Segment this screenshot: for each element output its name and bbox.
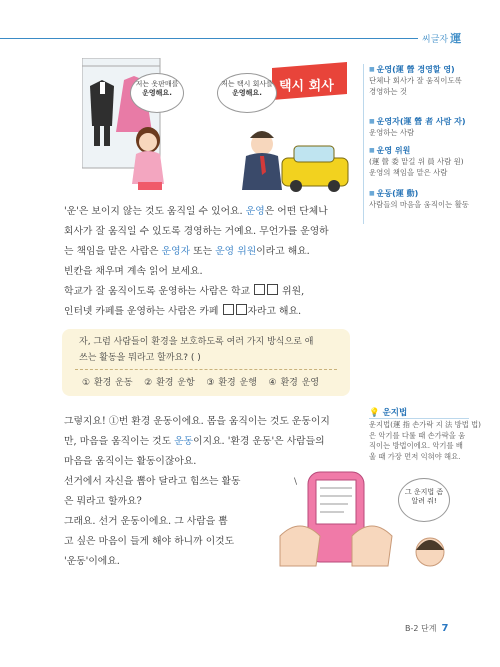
- quiz-question-line: 쓰는 활동을 뭐라고 할까요? ( ): [79, 353, 201, 363]
- glossary-line: 경영하는 것: [369, 87, 408, 96]
- highlight-term: 운동: [174, 436, 194, 447]
- glossary-head: ■ 운영 위원: [369, 145, 464, 156]
- text-line: 고 싶은 마음이 들게 해야 하니까 이것도: [64, 536, 235, 547]
- unit-label: B-2 단계: [405, 624, 437, 633]
- tip-rule: [369, 418, 469, 419]
- highlight-term: 운영 위원: [215, 246, 257, 257]
- header-rule: [0, 38, 418, 39]
- sign-text: 택시 회사: [279, 79, 334, 94]
- text-line: 빈칸을 채우며 계속 읽어 보세요.: [64, 266, 203, 277]
- quiz-options: [82, 375, 319, 388]
- text-line: [64, 282, 329, 302]
- text-run: 또는: [190, 246, 216, 257]
- quiz-option-4[interactable]: ④ 환경 운영: [268, 378, 320, 388]
- bubble-kid-line2: 알려 줘!: [411, 497, 437, 505]
- text-line: 선거에서 자신을 뽑아 달라고 힘쓰는 활동: [64, 476, 241, 487]
- text-line: 회사가 잘 움직일 수 있도록 경영하는 거예요. 무언가를 운영하: [64, 226, 329, 237]
- blank-box[interactable]: [236, 304, 247, 315]
- text-line: [64, 242, 329, 262]
- glossary-line: 단체나 회사가 잘 움직이도록: [369, 76, 462, 85]
- text-line: [64, 432, 330, 452]
- text-run: 학교가 잘 움직이도록 운영하는 사람은 학교: [64, 286, 254, 297]
- svg-text:\: \: [294, 477, 298, 487]
- page-footer: [405, 623, 448, 634]
- highlight-term: 운영자: [161, 246, 191, 257]
- bubble-shop-line1: 저는 옷판매를: [135, 80, 179, 88]
- quiz-divider: [75, 369, 337, 370]
- text-run: 위원,: [279, 286, 305, 297]
- glossary-entry-unyeong: [369, 64, 462, 97]
- text-line: '운동'이에요.: [64, 556, 120, 567]
- text-line: [64, 202, 329, 222]
- sidebar-rule: [363, 64, 364, 224]
- blank-box[interactable]: [223, 304, 234, 315]
- text-run: 이라고 해요.: [256, 246, 310, 257]
- text-run: '운'은 보이지 않는 것도 움직일 수 있어요.: [64, 206, 246, 217]
- quiz-question-line: 자, 그럼 사람들이 환경을 보호하도록 여러 가지 방식으로 애: [79, 337, 314, 347]
- bubble-taxi-line1: 저는 택시 회사를: [221, 80, 273, 88]
- text-run: 인터넷 카페를 운영하는 사람은 카페: [64, 306, 222, 317]
- highlight-term: 운영: [245, 206, 265, 217]
- bubble-shop-line2: 운영해요.: [142, 89, 172, 97]
- tip-line: 은 악기를 다룰 때 손가락을 움: [369, 430, 466, 440]
- glossary-head: ■ 운영자(運 營 者 사람 자): [369, 116, 466, 127]
- text-run: 는 책임을 맡은 사람은: [64, 246, 162, 257]
- page-number: 7: [441, 623, 449, 634]
- speech-bubble-kid: [398, 478, 450, 522]
- lightbulb-icon: 💡: [369, 408, 380, 418]
- shop-and-taxi-illustration: [82, 58, 352, 198]
- text-line: 마음을 움직이는 활동이잖아요.: [64, 456, 197, 467]
- blank-box[interactable]: [254, 284, 265, 295]
- tip-line: 직이는 방법이에요. 악기를 배: [369, 441, 463, 450]
- glossary-line: 운영의 책임을 맡은 사람: [369, 168, 448, 177]
- glossary-entry-unyeongja: [369, 116, 466, 138]
- tip-title: [369, 406, 407, 418]
- glossary-head: ■ 운영(運 營 경영할 영): [369, 64, 462, 75]
- tip-line: 운지법(運 指 손가락 지 法 방법 법): [369, 420, 481, 429]
- tip-line: 울 때 가장 먼저 익혀야 해요.: [369, 451, 461, 461]
- speech-bubble-shop: [130, 73, 184, 113]
- text-line: 그래요. 선거 운동이에요. 그 사람을 뽑: [64, 516, 228, 527]
- text-line: 그렇지요! ①번 환경 운동이에요. 몸을 움직이는 것도 운동이지: [64, 416, 330, 427]
- blank-box[interactable]: [267, 284, 278, 295]
- quiz-option-2[interactable]: ② 환경 운항: [144, 378, 195, 388]
- text-run: 만, 마음을 움직이는 것도: [64, 436, 175, 447]
- glossary-line: 운영하는 사람: [369, 128, 415, 137]
- section-char: 運: [450, 32, 462, 45]
- bubble-taxi-line2: 운영해요.: [232, 89, 262, 97]
- glossary-entry-unyeong-wiwon: [369, 145, 464, 178]
- section-tag: [422, 30, 461, 46]
- glossary-entry-undong: [369, 188, 469, 210]
- glossary-line: 사람들의 마음을 움직이는 활동: [369, 200, 469, 209]
- bubble-kid-line1: 그 운지법 좀: [404, 488, 444, 496]
- text-run: 은 어떤 단체나: [264, 206, 328, 217]
- speech-bubble-taxi: [217, 73, 277, 113]
- quiz-option-1[interactable]: ① 환경 운동: [82, 378, 133, 388]
- text-line: 은 뭐라고 할까요?: [64, 496, 142, 507]
- text-run: 자라고 해요.: [247, 306, 302, 317]
- glossary-head: ■ 운동(運 動): [369, 188, 469, 199]
- text-line: [64, 302, 329, 322]
- quiz-question: [79, 334, 313, 366]
- tip-body: [369, 420, 481, 462]
- tip-title-text: 운지법: [382, 408, 408, 418]
- quiz-option-3[interactable]: ③ 환경 운행: [206, 378, 257, 388]
- body-paragraph-1: [64, 202, 329, 322]
- text-run: 이지요. '환경 운동'은 사람들의: [193, 436, 325, 447]
- section-label: 씨글자: [422, 35, 449, 45]
- glossary-line: (運 營 委 맡길 위 員 사람 원): [369, 157, 464, 166]
